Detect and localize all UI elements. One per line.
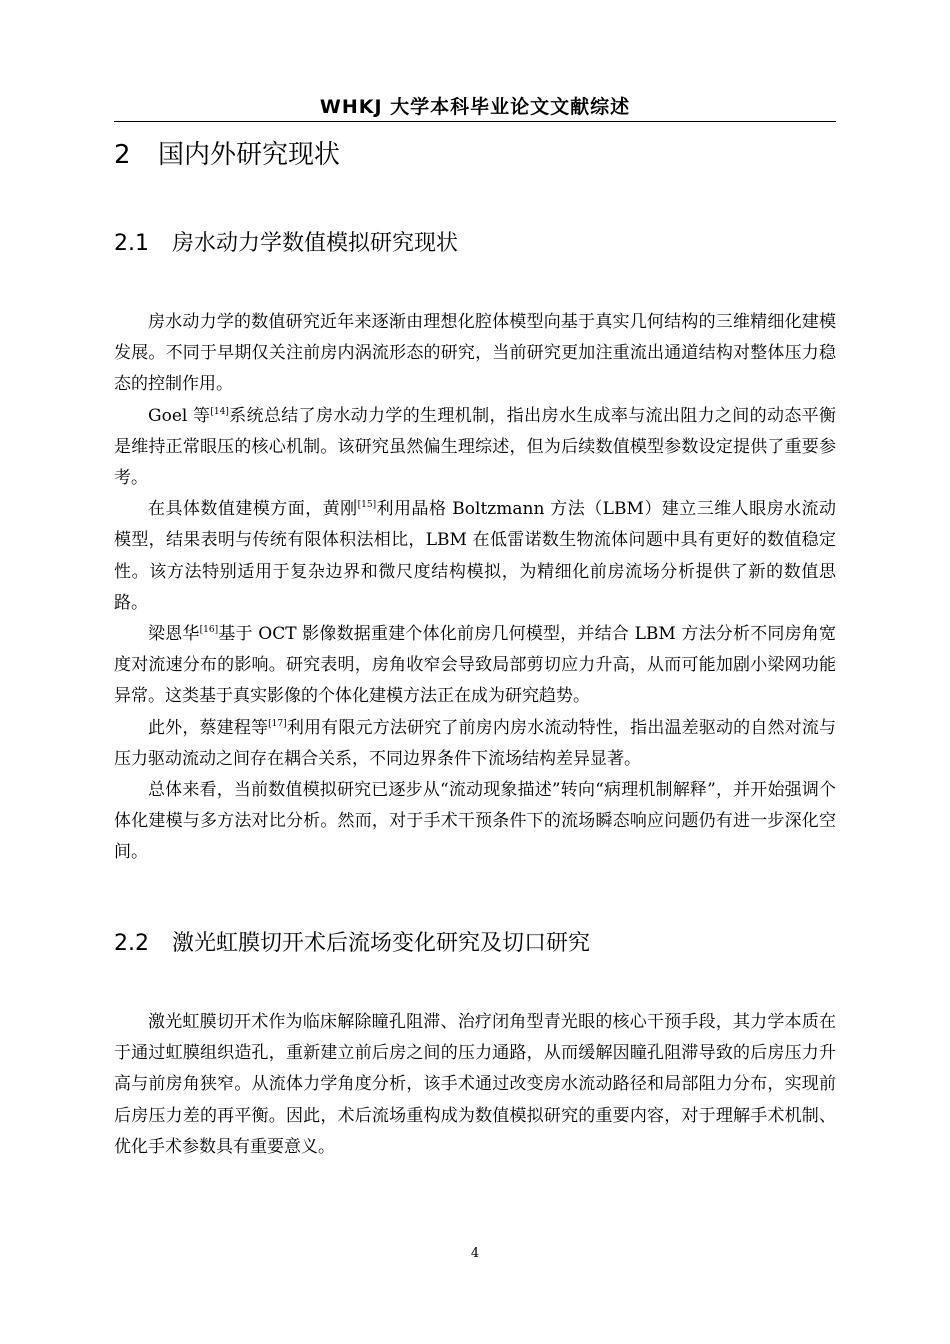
subsection-number: 2.2 <box>114 931 149 956</box>
citation: [14] <box>210 406 229 417</box>
paragraph-text: 激光虹膜切开术作为临床解除瞳孔阻滞、治疗闭角型青光眼的核心干预手段，其力学本质在于通过虹膜组织造孔，重新建立前后房之间的压力通路，从而缓解因瞳孔阻滞导致的后房压力升高与前房角狭窄。从流体力学角度分析，该手术通过改变房水流动路径和局部阻力分布，实现前后房压力差的再平衡。因此，术后流场重构成为数值模拟研究的重要内容，对于理解手术机制、优化手术参数具有重要意义。 <box>114 1012 836 1157</box>
subsection-heading-2-1 <box>114 230 458 258</box>
paragraph-text: 在具体数值建模方面，黄刚 <box>148 499 358 520</box>
paragraph <box>114 713 836 775</box>
paragraph-text: 总体来看，当前数值模拟研究已逐步从“流动现象描述”转向“病理机制解释”，并开始强调个体化建模与多方法对比分析。然而，对于手术干预条件下的流场瞬态响应问题仍有进一步深化空间。 <box>114 780 836 863</box>
subsection-title: 房水动力学数值模拟研究现状 <box>172 231 459 256</box>
subsection-body-2-1 <box>114 307 836 869</box>
subsection-heading-2-2 <box>114 930 590 958</box>
paragraph <box>114 307 836 401</box>
paragraph-text: 系统总结了房水动力学的生理机制，指出房水生成率与流出阻力之间的动态平衡是维持正常眼压的核心机制。该研究虽然偏生理综述，但为后续数值模型参数设定提供了重要参考。 <box>114 405 837 489</box>
paragraph-text: 梁恩华 <box>148 624 200 645</box>
section-title: 国内外研究现状 <box>158 140 341 170</box>
paragraph <box>114 494 836 619</box>
subsection-body-2-2 <box>114 1007 836 1163</box>
page-number: 4 <box>470 1246 480 1261</box>
paragraph-text: 利用有限元方法研究了前房内房水流动特性，指出温差驱动的自然对流与压力驱动流动之间存在耦合关系，不同边界条件下流场结构差异显著。 <box>114 717 837 769</box>
paragraph <box>114 619 836 713</box>
paragraph <box>114 775 836 869</box>
running-header: WHKJ 大学本科毕业论文文献综述 <box>319 96 631 118</box>
citation: [17] <box>268 718 287 729</box>
paragraph-text: Goel 等 <box>148 405 211 426</box>
paragraph-text: 基于 OCT 影像数据重建个体化前房几何模型，并结合 LBM 方法分析不同房角宽度对流速分布的影响。研究表明，房角收窄会导致局部剪切应力升高，从而可能加剧小梁网功能异常。这类基于真实影像的个体化建模方法正在成为研究趋势。 <box>114 624 836 707</box>
subsection-number: 2.1 <box>114 231 149 256</box>
subsection-title: 激光虹膜切开术后流场变化研究及切口研究 <box>172 931 591 956</box>
paragraph-text: 房水动力学的数值研究近年来逐渐由理想化腔体模型向基于真实几何结构的三维精细化建模发展。不同于早期仅关注前房内涡流形态的研究，当前研究更加注重流出通道结构对整体压力稳态的控制作用。 <box>114 312 836 395</box>
paragraph-text: 此外，蔡建程等 <box>148 717 269 738</box>
paragraph <box>114 401 836 495</box>
section-number: 2 <box>114 140 131 170</box>
paragraph-text: 利用晶格 Boltzmann 方法（LBM）建立三维人眼房水流动模型，结果表明与传统有限体积法相比，LBM 在低雷诺数生物流体问题中具有更好的数值稳定性。该方法特别适用于复杂边界和微尺度结构模拟，为精细化前房流场分析提供了新的数值思路。 <box>114 499 836 613</box>
citation: [15] <box>357 500 377 511</box>
header-rule <box>114 121 836 122</box>
section-heading <box>114 139 340 171</box>
paragraph <box>114 1007 836 1163</box>
citation: [16] <box>199 625 219 636</box>
